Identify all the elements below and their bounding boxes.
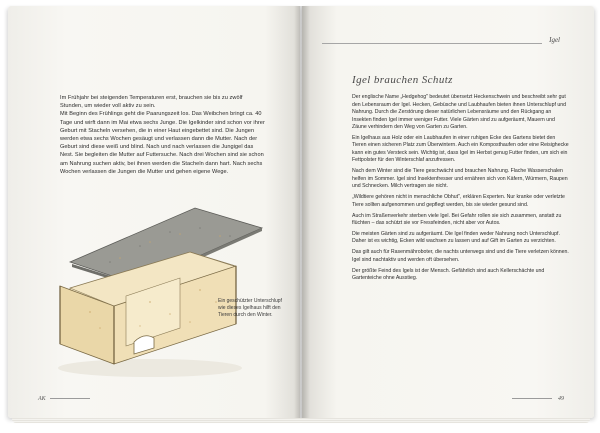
right-page (302, 6, 594, 418)
left-paragraph-2: Mit Beginn des Frühlings geht die Paarungszeit los. Das Weibchen bringt ca. 40 Tage und wirft dann im Mai etwa sechs Junge. Die Igelkinder sind schon vor ihrer Geburt mit Stacheln versehen, die in einer Haut eingebettet sind. Die Jungen werden etwa sechs Wochen gesäugt und verlassen dann die Mutter. Nach der Geburt sind diese weiß und blind. Nach und nach verlassen die Jungigel das Nest. Sie begleiten die Mutter auf Futtersuche. Nach drei Wochen sind sie schon am Nahrung suchen aktiv, bei ihnen werden die Stacheln dann hart. Nach sechs Wochen verlassen die Jungen die Mutter und gehen eigene Wege. (60, 111, 265, 175)
right-paragraph-1: Der englische Name „Hedgehog" bedeutet übersetzt Heckenschwein und beschreibt sehr gut den Lebensraum der Igel. Hecken, Gebüsche und Laubhaufen bieten ihnen Unterschlupf und Nahrung. Durch die Zerstörung dieser natürlichen Lebensräume und den Rückgang an Insekten finden Igel immer weniger Futter. Viele Gärten sind zu aufgeräumt, Mauern und Zäune verhindern den Weg von Garten zu Garten. (352, 94, 566, 130)
page-number-left: AK (38, 396, 46, 402)
right-paragraph-3: Nach dem Winter sind die Tiere geschwächt und brauchen Nahrung. Flache Wasserschalen helfen im Sommer. Igel sind Insektenfresser und ernähren sich von Käfern, Würmern, Raupen und Schnecken. Milch vertragen sie nicht. (352, 168, 568, 190)
right-page-body (352, 94, 570, 286)
running-head-rule (322, 43, 542, 44)
left-page-body (60, 94, 266, 176)
left-page (8, 6, 300, 418)
open-book (8, 6, 594, 424)
page-edges (12, 418, 590, 423)
page-number-right: 49 (558, 396, 564, 402)
right-paragraph-6: Die meisten Gärten sind zu aufgeräumt. Die Igel finden weder Nahrung noch Unterschlupf. Daher ist es wichtig, Ecken wild wachsen zu lassen und auf Gift im Garten zu verzichten. (352, 230, 560, 245)
running-head: Igel (549, 36, 560, 44)
right-paragraph-2: Ein Igelhaus aus Holz oder ein Laubhaufen in einer ruhigen Ecke des Gartens bietet den Tieren einen sicheren Platz zum Überwintern. Auch ein Komposthaufen oder eine Reisighecke kann ein gutes Versteck sein. Wichtig ist, dass Igel im Herbst genug Futter finden, um sich ein Fettpolster für den Winterschlaf anzufressen. (352, 134, 569, 164)
right-paragraph-7: Das gilt auch für Rasenmähroboter, die nachts unterwegs sind und die Tiere verletzen können. Igel sind nachtaktiv und werden oft übersehen. (352, 249, 569, 263)
hedgehog-house-illustration (30, 202, 280, 392)
footer-rule-right (512, 398, 552, 399)
section-heading: Igel brauchen Schutz (352, 74, 453, 86)
illustration-caption: Ein geschützter Unterschlupf wie dieses Igelhaus hilft den Tieren durch den Winter. (218, 298, 282, 318)
left-paragraph-1: Im Frühjahr bei steigenden Temperaturen erst, brauchen sie bis zu zwölf Stunden, um wieder voll aktiv zu sein. (60, 95, 243, 110)
footer-rule-left (50, 398, 90, 399)
right-paragraph-5: Auch im Straßenverkehr sterben viele Igel. Bei Gefahr rollen sie sich zusammen, anstatt zu flüchten – das schützt sie vor Fressfeinden, nicht aber vor Autos. (352, 212, 562, 227)
right-paragraph-8: Der größte Feind des Igels ist der Mensch. Gefährlich sind auch Kellerschächte und Gartenteiche ohne Ausstieg. (352, 267, 545, 282)
right-paragraph-4: „Wildtiere gehören nicht in menschliche Obhut", erklären Experten. Nur kranke oder verletzte Tiere sollten aufgenommen und gepflegt werden, bis sie wieder gesund sind. (352, 194, 565, 208)
